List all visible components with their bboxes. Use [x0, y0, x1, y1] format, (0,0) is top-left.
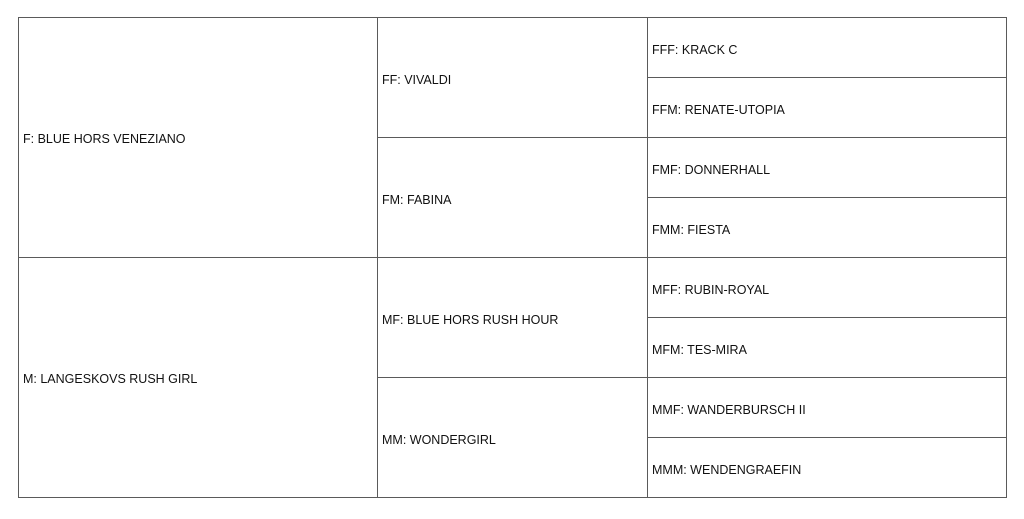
dam-name: M: LANGESKOVS RUSH GIRL	[23, 371, 198, 386]
dam-sire-name: MF: BLUE HORS RUSH HOUR	[382, 312, 559, 327]
dam-dam-cell	[378, 378, 648, 498]
mmf-name: MMF: WANDERBURSCH II	[652, 403, 806, 417]
mmm-cell	[648, 438, 1007, 498]
mff-name: MFF: RUBIN-ROYAL	[652, 283, 770, 297]
sire-dam-cell	[378, 138, 648, 258]
sire-name: F: BLUE HORS VENEZIANO	[23, 131, 186, 146]
fff-cell	[648, 18, 1007, 78]
dam-dam-name: MM: WONDERGIRL	[382, 432, 496, 447]
fmf-cell	[648, 138, 1007, 198]
mfm-name: MFM: TES-MIRA	[652, 343, 747, 357]
fmm-cell	[648, 198, 1007, 258]
ffm-cell	[648, 78, 1007, 138]
pedigree-table	[18, 17, 1007, 498]
fff-name: FFF: KRACK C	[652, 43, 738, 57]
fmf-name: FMF: DONNERHALL	[652, 163, 771, 177]
mmm-name: MMM: WENDENGRAEFIN	[652, 463, 802, 477]
sire-dam-name: FM: FABINA	[382, 192, 452, 207]
fmm-name: FMM: FIESTA	[652, 223, 731, 237]
sire-sire-cell	[378, 18, 648, 138]
pedigree-row	[19, 18, 1007, 78]
pedigree-row	[19, 258, 1007, 318]
mff-cell	[648, 258, 1007, 318]
sire-sire-name: FF: VIVALDI	[382, 72, 452, 87]
sire-cell	[19, 18, 378, 258]
dam-cell	[19, 258, 378, 498]
mmf-cell	[648, 378, 1007, 438]
dam-sire-cell	[378, 258, 648, 378]
ffm-name: FFM: RENATE-UTOPIA	[652, 103, 785, 117]
mfm-cell	[648, 318, 1007, 378]
